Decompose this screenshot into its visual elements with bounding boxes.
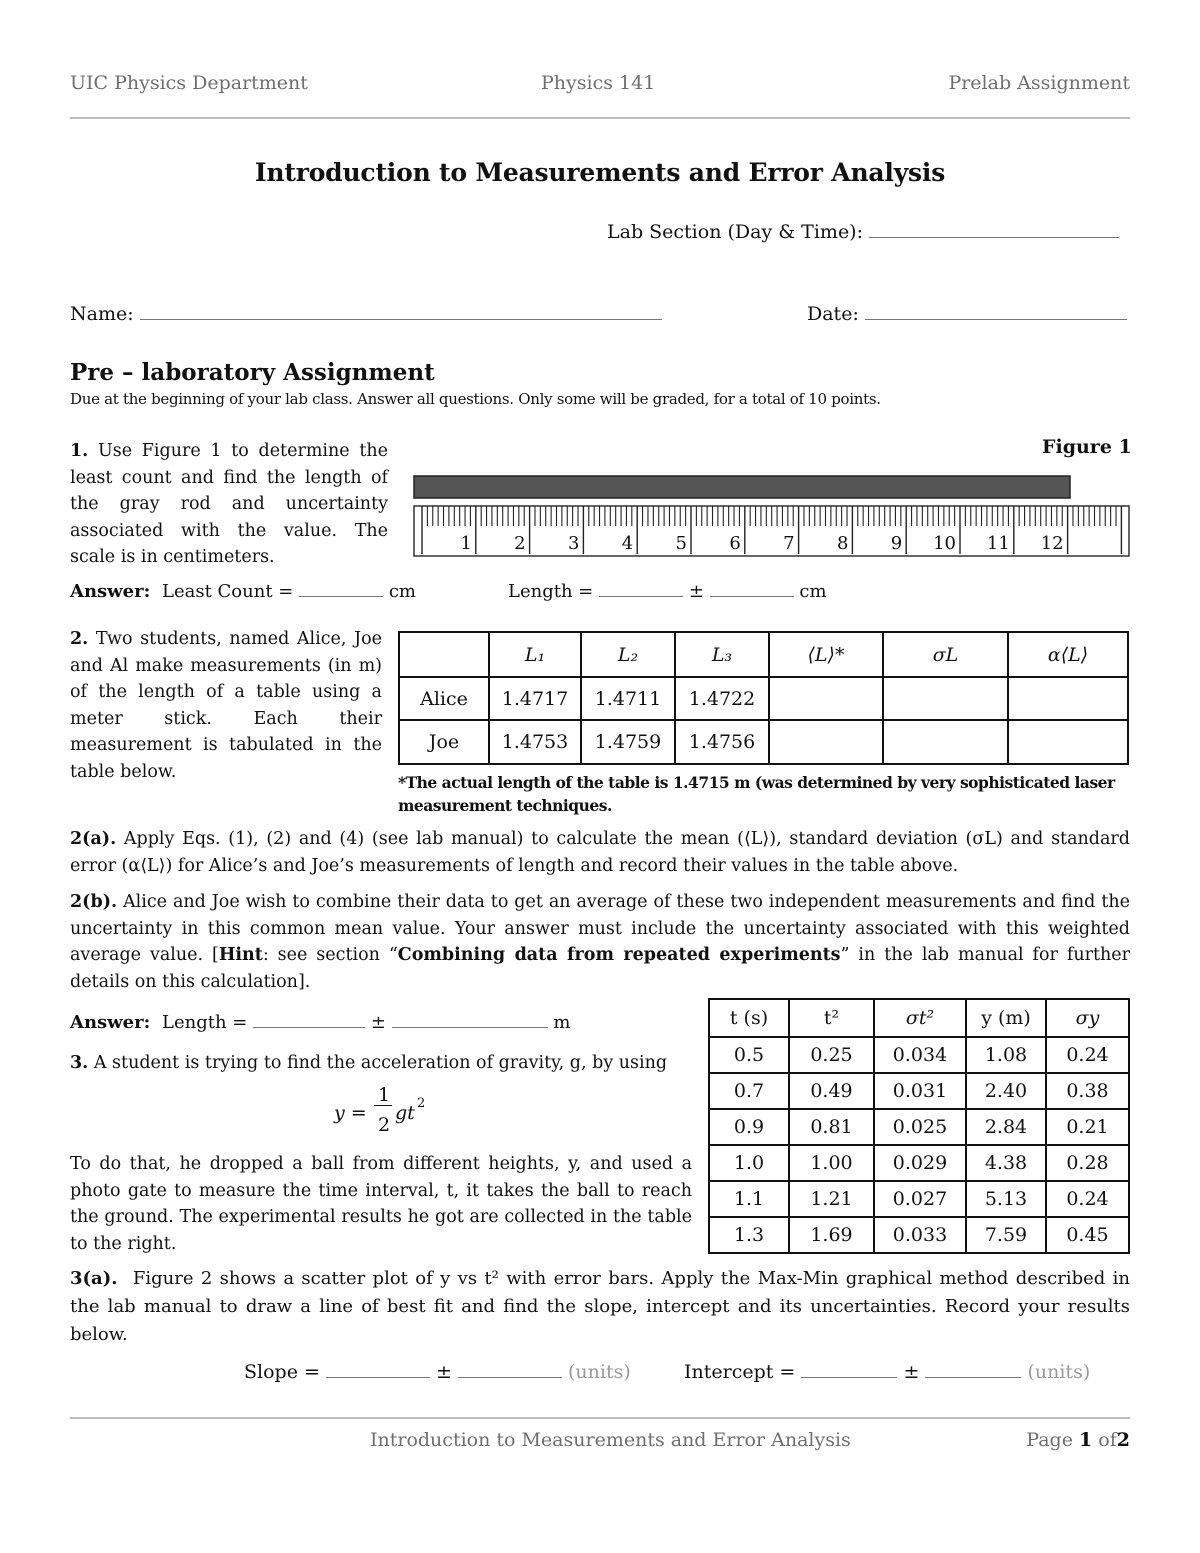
question-2a	[70, 826, 1130, 879]
cell-sigma-t2: 0.029	[874, 1145, 966, 1181]
table-row	[399, 677, 1128, 720]
table-row	[709, 1217, 1129, 1253]
cell-t: 0.7	[709, 1073, 789, 1109]
header-l1: L₁	[489, 632, 581, 677]
ruler-number: 12	[1040, 533, 1064, 554]
footer-page-total: 2	[1116, 1429, 1130, 1451]
question-2b-label: 2(b).	[70, 892, 118, 912]
table-footnote: *The actual length of the table is 1.4715 m (was determined by very sophisticated laser measurement techniques.	[398, 773, 1115, 815]
question-3a-label: 3(a).	[70, 1268, 118, 1289]
cell-sigma-y: 0.24	[1046, 1037, 1129, 1073]
question-3-text: A student is trying to find the acceleration of gravity, g, by using	[93, 1053, 668, 1073]
slope-units: (units)	[568, 1361, 631, 1383]
length-table	[398, 631, 1129, 765]
question-2-number: 2.	[70, 629, 89, 649]
lab-section-blank[interactable]	[869, 237, 1119, 238]
header-y: y (m)	[966, 999, 1046, 1037]
q1-uncertainty-blank[interactable]	[710, 596, 794, 597]
header-department: UIC Physics Department	[70, 72, 308, 94]
cell-y: 4.38	[966, 1145, 1046, 1181]
header-sigma-y: σy	[1046, 999, 1129, 1037]
cell-t: 1.3	[709, 1217, 789, 1253]
cell-y: 7.59	[966, 1217, 1046, 1253]
cell-y: 5.13	[966, 1181, 1046, 1217]
length-table-header	[399, 632, 1128, 677]
header-l3: L₃	[675, 632, 769, 677]
table-row	[709, 1109, 1129, 1145]
figure-1-label: Figure 1	[1042, 436, 1132, 458]
date-label: Date:	[807, 303, 859, 325]
header-mean: ⟨L⟩*	[769, 632, 883, 677]
footer-page	[1026, 1429, 1130, 1451]
intercept-units: (units)	[1027, 1361, 1091, 1383]
q2b-answer-label: Answer:	[70, 1012, 151, 1033]
q1-length-label: Length =	[508, 581, 594, 602]
cell-mean-blank[interactable]	[769, 720, 883, 764]
equation-denominator: 2	[378, 1114, 391, 1136]
header-l2: L₂	[581, 632, 675, 677]
cell-t: 0.9	[709, 1109, 789, 1145]
cell-sigma-y: 0.21	[1046, 1109, 1129, 1145]
cell-sigma-y: 0.45	[1046, 1217, 1129, 1253]
question-3-number: 3.	[70, 1053, 89, 1073]
cell-t2: 0.49	[789, 1073, 874, 1109]
q1-length-row	[508, 581, 827, 602]
header-sigma: σL	[883, 632, 1008, 677]
cell-t2: 1.00	[789, 1145, 874, 1181]
row-name: Alice	[399, 677, 489, 720]
question-2b-text-2: : see section “	[262, 945, 398, 965]
gravity-table	[708, 998, 1130, 1254]
table-row	[709, 1145, 1129, 1181]
ruler-number: 1	[460, 533, 472, 554]
header-rule	[70, 117, 1130, 119]
cell-t2: 0.25	[789, 1037, 874, 1073]
q1-length-blank[interactable]	[599, 596, 683, 597]
slope-label: Slope =	[244, 1361, 320, 1383]
table-row	[709, 1073, 1129, 1109]
cell-sigma-blank[interactable]	[883, 677, 1008, 720]
question-2	[70, 626, 382, 786]
ruler-number: 7	[783, 533, 795, 554]
cell-sigma-y: 0.38	[1046, 1073, 1129, 1109]
q2b-length-label: Length =	[162, 1012, 248, 1033]
cell-sigma-blank[interactable]	[883, 720, 1008, 764]
cell-t: 0.5	[709, 1037, 789, 1073]
hint-word: Hint	[218, 945, 263, 965]
cell-sigma-t2: 0.025	[874, 1109, 966, 1145]
cell-sigma-t2: 0.031	[874, 1073, 966, 1109]
cell-t2: 1.21	[789, 1181, 874, 1217]
q1-pm: ±	[688, 581, 704, 602]
date-blank[interactable]	[865, 319, 1127, 320]
cell-sigma-y: 0.28	[1046, 1145, 1129, 1181]
intercept-pm: ±	[903, 1361, 920, 1383]
header-cell-empty	[399, 632, 489, 677]
ruler-number: 9	[890, 533, 903, 554]
least-count-label: Least Count =	[162, 581, 294, 602]
row-name: Joe	[399, 720, 489, 764]
page-title: Introduction to Measurements and Error Analysis	[254, 158, 946, 187]
equation-rhs: gt	[395, 1102, 415, 1124]
cell-sigma-t2: 0.034	[874, 1037, 966, 1073]
least-count-unit: cm	[388, 581, 416, 602]
cell-sigma-y: 0.24	[1046, 1181, 1129, 1217]
equation-exponent: 2	[417, 1096, 426, 1111]
cell-t2: 0.81	[789, 1109, 874, 1145]
name-blank[interactable]	[140, 319, 662, 320]
question-2a-text: Apply Eqs. (1), (2) and (4) (see lab manual) to calculate the mean (⟨L⟩), standard deviation (σL) and standard error (α⟨L⟩) for Alice’s and Joe’s measurements of length and record their values in the table above.	[70, 829, 1130, 876]
cell-sigma-t2: 0.027	[874, 1181, 966, 1217]
intercept-row	[684, 1361, 1090, 1383]
question-2a-label: 2(a).	[70, 829, 117, 849]
question-1	[70, 438, 388, 571]
header-assignment: Prelab Assignment	[948, 72, 1130, 94]
q2b-answer-row	[70, 1012, 570, 1033]
name-label: Name:	[70, 303, 134, 325]
question-2b-text-1: Alice and Joe wish to combine their data to get an average of these two independent measurements and find the uncertainty in this common mean value. Your answer must include the uncertainty associated with this weighted average value. [	[70, 892, 1130, 965]
question-2b-text-3: ” in the lab manual for further details on this calculation].	[70, 945, 1130, 992]
footer-title: Introduction to Measurements and Error Analysis	[370, 1429, 851, 1451]
q1-answer-label: Answer:	[70, 581, 151, 602]
question-3a	[70, 1265, 1130, 1349]
q2b-length-blank[interactable]	[253, 1027, 365, 1028]
header-alpha: α⟨L⟩	[1008, 632, 1128, 677]
cell-alpha-blank[interactable]	[1008, 720, 1128, 764]
ruler-figure	[410, 474, 1132, 560]
fraction-bar	[374, 1105, 392, 1106]
slope-row	[244, 1361, 631, 1383]
question-3a-text: Figure 2 shows a scatter plot of y vs t² with error bars. Apply the Max-Min graphical method described in the lab manual to draw a line of best fit and find the slope, intercept and its uncertainties. Record your results below.	[70, 1268, 1130, 1345]
footer-page-word: Page	[1026, 1429, 1073, 1451]
footer-of-word: of	[1098, 1429, 1117, 1451]
section-reference: Combining data from repeated experiments	[397, 945, 841, 965]
equation-numerator: 1	[378, 1084, 391, 1106]
date-field	[807, 303, 1127, 325]
cell-t: 1.1	[709, 1181, 789, 1217]
ruler-number: 5	[675, 533, 687, 554]
ruler-number: 10	[933, 533, 956, 554]
cell-l1: 1.4717	[489, 677, 581, 720]
table-row	[399, 720, 1128, 764]
q2b-pm: ±	[370, 1012, 386, 1033]
ruler-number: 3	[567, 533, 580, 554]
ruler-number: 11	[986, 533, 1010, 554]
cell-t2: 1.69	[789, 1217, 874, 1253]
lab-section-label: Lab Section (Day & Time):	[607, 221, 863, 243]
name-field	[70, 303, 662, 325]
footer-page-number: 1	[1079, 1429, 1093, 1451]
lab-section-field	[607, 221, 1119, 243]
header-t-squared: t²	[789, 999, 874, 1037]
cell-l1: 1.4753	[489, 720, 581, 764]
cell-l3: 1.4756	[675, 720, 769, 764]
header-t: t (s)	[709, 999, 789, 1037]
cell-y: 2.84	[966, 1109, 1046, 1145]
ruler-number: 2	[514, 533, 526, 554]
ruler-number: 8	[836, 533, 849, 554]
cell-sigma-t2: 0.033	[874, 1217, 966, 1253]
question-1-number: 1.	[70, 441, 89, 461]
prelab-subheading: Due at the beginning of your lab class. Answer all questions. Only some will be graded, for a total of 10 points.	[70, 390, 881, 408]
footer-rule	[70, 1417, 1130, 1419]
cell-y: 1.08	[966, 1037, 1046, 1073]
cell-mean-blank[interactable]	[769, 677, 883, 720]
cell-l2: 1.4759	[581, 720, 675, 764]
least-count-blank[interactable]	[299, 596, 383, 597]
slope-pm: ±	[436, 1361, 452, 1383]
question-3	[70, 1050, 695, 1077]
header-sigma-t2: σt²	[874, 999, 966, 1037]
question-2-text: Two students, named Alice, Joe and Al make measurements (in m) of the length of a table using a meter stick. Each their measurement is tabulated in the table below.	[70, 629, 382, 782]
cell-l2: 1.4711	[581, 677, 675, 720]
cell-y: 2.40	[966, 1073, 1046, 1109]
gray-rod	[414, 476, 1070, 498]
cell-alpha-blank[interactable]	[1008, 677, 1128, 720]
prelab-heading: Pre – laboratory Assignment	[70, 359, 435, 386]
table-row	[709, 1037, 1129, 1073]
question-1-text: Use Figure 1 to determine the least count and find the length of the gray rod and uncertainty associated with the value. The scale is in centimeters.	[70, 441, 388, 567]
intercept-label: Intercept =	[684, 1361, 796, 1383]
ruler-number: 4	[621, 533, 634, 554]
q1-length-unit: cm	[799, 581, 827, 602]
equation-lhs: y =	[334, 1102, 367, 1124]
intercept-uncertainty-blank[interactable]	[925, 1377, 1021, 1378]
table-row	[709, 1181, 1129, 1217]
cell-t: 1.0	[709, 1145, 789, 1181]
q2b-uncertainty-blank[interactable]	[392, 1027, 548, 1028]
q1-answer-row	[70, 581, 416, 602]
gravity-table-header	[709, 999, 1129, 1037]
ruler-number: 6	[729, 533, 741, 554]
cell-l3: 1.4722	[675, 677, 769, 720]
slope-uncertainty-blank[interactable]	[458, 1377, 562, 1378]
intercept-blank[interactable]	[801, 1377, 897, 1378]
header-course: Physics 141	[541, 72, 656, 94]
q2b-unit: m	[553, 1012, 571, 1033]
question-2b	[70, 889, 1130, 995]
question-3-description: To do that, he dropped a ball from different heights, y, and used a photo gate to measure the time interval, t, it takes the ball to reach the ground. The experimental results he got are collected in the table to the right.	[70, 1154, 692, 1254]
slope-blank[interactable]	[326, 1377, 430, 1378]
